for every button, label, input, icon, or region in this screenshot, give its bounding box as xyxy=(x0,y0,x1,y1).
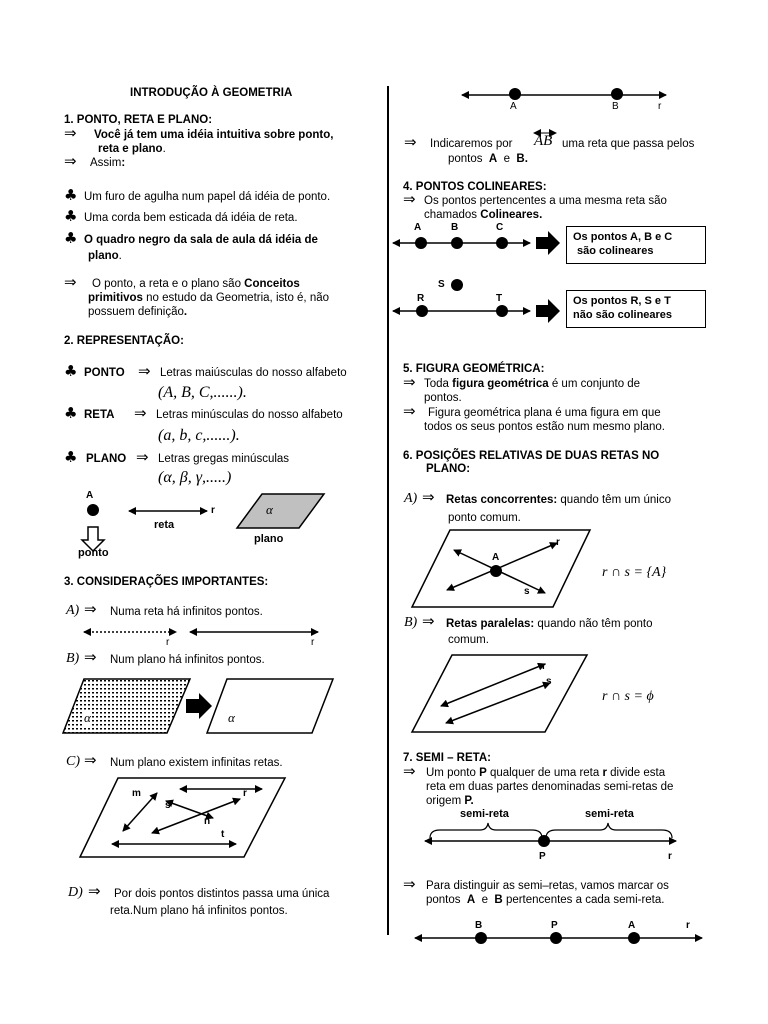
s4-text2: chamados Colineares. xyxy=(424,209,543,221)
bottom-point-A xyxy=(628,932,640,944)
s2-ponto-desc: Letras maiúsculas do nosso alfabeto xyxy=(160,367,347,379)
semi-reta-right: semi-reta xyxy=(585,808,634,820)
fig-alpha-label: α xyxy=(266,502,273,517)
implies-icon: ⇒ xyxy=(403,190,416,208)
plano-parallelogram xyxy=(237,494,324,528)
semi-reta-left: semi-reta xyxy=(460,808,509,820)
s3-heading: 3. CONSIDERAÇÕES IMPORTANTES: xyxy=(64,576,269,588)
box1-line1: Os pontos A, B e C xyxy=(573,231,673,243)
club-icon: ♣ xyxy=(64,362,78,380)
ind-text-2: pontos A e B. xyxy=(448,153,528,165)
point-A-dot xyxy=(87,504,99,516)
line-s-label: s xyxy=(165,800,171,811)
s1-c1: Um furo de agulha num papel dá idéia de ponto. xyxy=(84,191,331,203)
fig-r-label: r xyxy=(211,505,215,516)
line-m-label: m xyxy=(132,788,141,799)
s3-B-label: B) xyxy=(66,651,80,666)
implies-icon: ⇒ xyxy=(64,124,77,142)
brace-left xyxy=(430,823,542,838)
point-R xyxy=(416,305,428,317)
ind-AB: AB xyxy=(534,133,553,149)
s6-B-label: B) xyxy=(404,615,418,630)
s2-reta-desc: Letras minúsculas do nosso alfabeto xyxy=(156,409,343,421)
par-r-label: r xyxy=(542,661,546,672)
s2-plano: PLANO xyxy=(86,453,127,465)
col-B-label: B xyxy=(451,222,459,233)
s3-D-text2: reta.Num plano há infinitos pontos. xyxy=(110,905,288,917)
s1-line2: reta e plano. xyxy=(98,143,166,155)
s2-ponto: PONTO xyxy=(84,367,125,379)
implies-icon: ⇒ xyxy=(84,751,97,769)
top-r-label: r xyxy=(658,101,662,112)
fig-A-label: A xyxy=(86,490,94,501)
collinear-box xyxy=(566,226,706,264)
r-label: r xyxy=(166,637,170,648)
s3-C-text: Num plano existem infinitas retas. xyxy=(110,757,283,769)
col-C-label: C xyxy=(496,222,504,233)
point-P xyxy=(538,835,550,847)
s5-l1: Toda figura geométrica é um conjunto de xyxy=(424,378,641,390)
point-B-col xyxy=(451,237,463,249)
top-point-B xyxy=(611,88,623,100)
conc-s-label: s xyxy=(524,586,530,597)
s7-d2: pontos A e B pertencentes a cada semi-reta. xyxy=(426,894,665,906)
fig-ponto-label: ponto xyxy=(78,547,109,559)
implies-icon: ⇒ xyxy=(422,612,435,630)
s4-text1: Os pontos pertencentes a uma mesma reta são xyxy=(424,195,667,207)
club-icon: ♣ xyxy=(64,207,78,225)
fat-arrow-1 xyxy=(536,231,560,255)
s6-B-line2: comum. xyxy=(448,634,489,646)
s2-plano-set: (α, β, γ,.....) xyxy=(158,469,232,486)
club-icon: ♣ xyxy=(64,404,78,422)
s7-d1: Para distinguir as semi–retas, vamos marcar os xyxy=(426,880,669,892)
col-A-label: A xyxy=(414,222,422,233)
dotted-plane xyxy=(63,679,190,733)
formula-intersection: r ∩ s = {A} xyxy=(602,565,667,580)
s5-l3: Figura geométrica plana é uma figura em que xyxy=(428,407,661,419)
top-point-A xyxy=(509,88,521,100)
box2-line1: Os pontos R, S e T xyxy=(573,295,671,307)
point-S xyxy=(451,279,463,291)
conc-A-label: A xyxy=(492,552,500,563)
bot-P-label: P xyxy=(551,920,558,931)
implies-icon: ⇒ xyxy=(84,648,97,666)
fig-plano-label: plano xyxy=(254,533,284,545)
s1-c3a: O quadro negro da sala de aula dá idéia de xyxy=(84,234,318,246)
s1-line1: Você já tem uma idéia intuitiva sobre ponto, xyxy=(94,129,334,141)
implies-icon: ⇒ xyxy=(403,373,416,391)
page-title: INTRODUÇÃO À GEOMETRIA xyxy=(130,87,293,99)
fat-arrow-2 xyxy=(536,299,560,323)
s1-p2: primitivos no estudo da Geometria, isto é, não xyxy=(88,292,330,304)
club-icon: ♣ xyxy=(64,229,78,247)
s6-heading2: PLANO: xyxy=(426,463,471,475)
s5-l4: todos os seus pontos estão num mesmo plano. xyxy=(424,421,666,433)
box2-line2: não são colineares xyxy=(573,309,673,321)
formula-empty: r ∩ s = ϕ xyxy=(602,689,654,704)
implies-icon: ⇒ xyxy=(404,133,417,151)
empty-plane xyxy=(207,679,333,733)
bottom-point-B xyxy=(475,932,487,944)
lines-plane xyxy=(80,778,285,857)
s1-heading: 1. PONTO, RETA E PLANO: xyxy=(64,114,213,126)
club-icon: ♣ xyxy=(64,448,78,466)
alpha-label: α xyxy=(84,710,91,725)
s6-A-label: A) xyxy=(404,491,418,506)
alpha-label: α xyxy=(228,710,235,725)
s3-D-label: D) xyxy=(68,885,83,900)
implies-icon: ⇒ xyxy=(84,600,97,618)
implies-icon: ⇒ xyxy=(403,762,416,780)
bot-r-label: r xyxy=(686,920,690,931)
ind-text-1a: Indicaremos por xyxy=(430,138,513,150)
top-B-label: B xyxy=(612,101,619,112)
s3-A-text: Numa reta há infinitos pontos. xyxy=(110,606,263,618)
ind-text-1b: uma reta que passa pelos xyxy=(562,138,695,150)
s1-p1: O ponto, a reta e o plano são Conceitos xyxy=(92,278,300,290)
s6-A-line2: ponto comum. xyxy=(448,512,521,524)
s5-l2: pontos. xyxy=(424,392,462,404)
implies-icon: ⇒ xyxy=(403,875,416,893)
s2-ponto-set: (A, B, C,......). xyxy=(158,384,247,401)
pt-T-label: T xyxy=(496,293,503,304)
s2-heading: 2. REPRESENTAÇÃO: xyxy=(64,335,184,347)
s2-reta-set: (a, b, c,......). xyxy=(158,427,240,444)
s1-c3b: plano. xyxy=(88,250,122,262)
pt-S-label: S xyxy=(438,279,445,290)
line-t-label: t xyxy=(221,829,225,840)
parallel-plane xyxy=(412,655,587,732)
bottom-point-P xyxy=(550,932,562,944)
bot-B-label: B xyxy=(475,920,483,931)
s3-C-label: C) xyxy=(66,754,80,769)
box1-line2: são colineares xyxy=(577,245,654,257)
s2-plano-desc: Letras gregas minúsculas xyxy=(158,453,290,465)
s6-A-line1: Retas concorrentes: quando têm um único xyxy=(446,494,672,506)
s5-heading: 5. FIGURA GEOMÉTRICA: xyxy=(403,363,545,375)
line-r-label: r xyxy=(243,788,247,799)
s1-p3: possuem definição. xyxy=(88,306,188,318)
pt-R-label: R xyxy=(417,293,425,304)
intersection-A xyxy=(490,565,502,577)
club-icon: ♣ xyxy=(64,186,78,204)
implies-icon: ⇒ xyxy=(134,404,147,422)
implies-icon: ⇒ xyxy=(136,448,149,466)
s2-reta: RETA xyxy=(84,409,115,421)
point-T xyxy=(496,305,508,317)
implies-icon: ⇒ xyxy=(64,273,77,291)
s3-B-text: Num plano há infinitos pontos. xyxy=(110,654,265,666)
implies-icon: ⇒ xyxy=(403,402,416,420)
s1-assim: Assim: xyxy=(90,157,126,169)
s7-l1: Um ponto P qualquer de uma reta r divide esta xyxy=(426,767,666,779)
s6-B-line1: Retas paralelas: quando não têm ponto xyxy=(446,618,653,630)
s4-heading: 4. PONTOS COLINEARES: xyxy=(403,181,547,193)
conc-r-label: r xyxy=(556,537,560,548)
implies-icon: ⇒ xyxy=(422,488,435,506)
s1-c2: Uma corda bem esticada dá idéia de reta. xyxy=(84,212,298,224)
s3-A-label: A) xyxy=(66,603,80,618)
semi-r-label: r xyxy=(668,851,672,862)
implies-icon: ⇒ xyxy=(64,152,77,170)
fat-arrow xyxy=(186,693,212,719)
semi-P-label: P xyxy=(539,851,546,862)
s7-l3: origem P. xyxy=(426,795,474,807)
par-s-label: s xyxy=(546,676,552,687)
fig-reta-label: reta xyxy=(154,519,175,531)
point-A-col xyxy=(415,237,427,249)
s7-l2: reta em duas partes denominadas semi-retas de xyxy=(426,781,674,793)
s3-D-text1: Por dois pontos distintos passa uma única xyxy=(114,888,330,900)
line-n-label: n xyxy=(204,816,211,827)
r-label: r xyxy=(311,637,315,648)
bot-A-label: A xyxy=(628,920,636,931)
top-A-label: A xyxy=(510,101,517,112)
point-C-col xyxy=(496,237,508,249)
implies-icon: ⇒ xyxy=(138,362,151,380)
implies-icon: ⇒ xyxy=(88,882,101,900)
s7-heading: 7. SEMI – RETA: xyxy=(403,752,491,764)
noncollinear-box xyxy=(566,290,706,328)
brace-right xyxy=(546,823,672,838)
s6-heading1: 6. POSIÇÕES RELATIVAS DE DUAS RETAS NO xyxy=(403,450,660,462)
